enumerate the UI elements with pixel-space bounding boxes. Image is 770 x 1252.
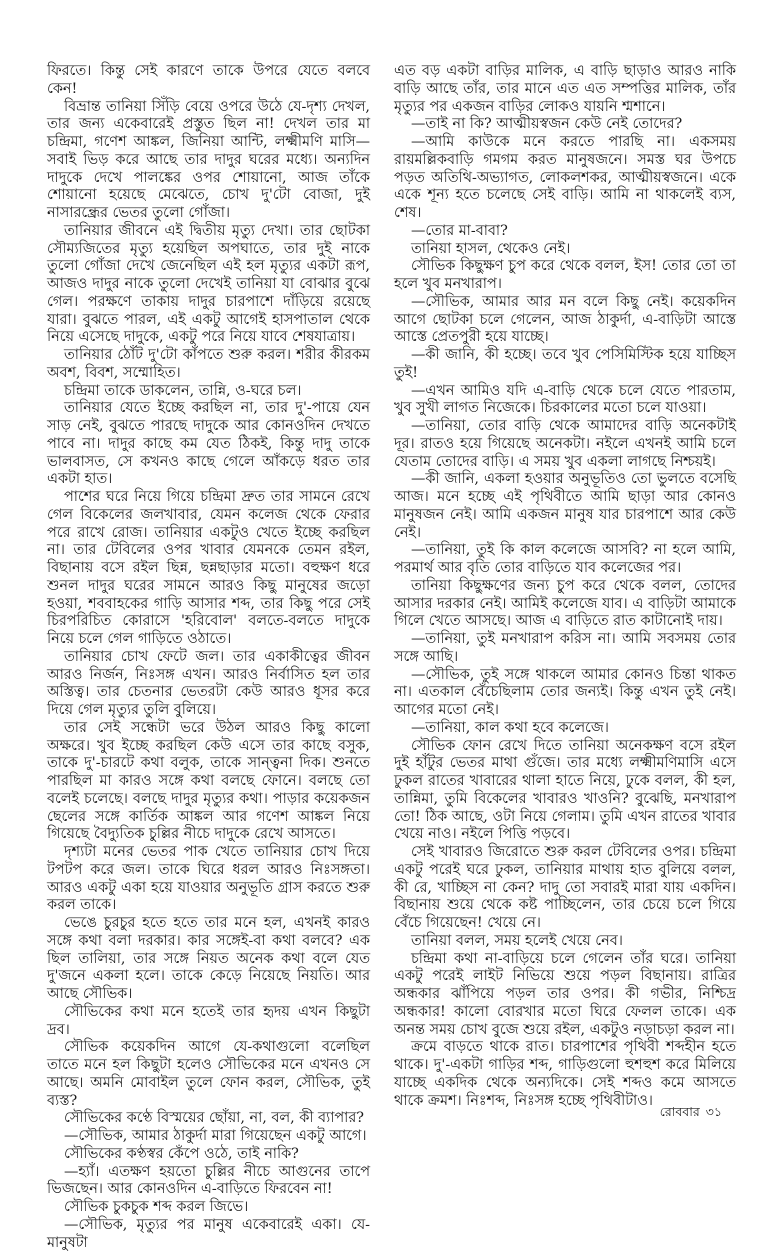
paragraph: চন্দ্রিমা তাকে ডাকলেন, তান্নি, ও-ঘরে চল। (64, 382, 302, 399)
paragraph: ফিরতে। কিন্তু সেই কারণে তাকে উপরে যেতে বলবে কেন! (47, 63, 370, 97)
paragraph: তানিয়া কিছুক্ষণের জন্য চুপ করে থেকে বলল, তোদের আসার দরকার নেই। আমিই কলেজে যাব। এ বাড়িটা আমাকে গিলে খেতে আসছে। আজ এ বাড়িতে রাত কাটানোই দায়। (394, 577, 736, 630)
paragraph: সৌভিক কিছুক্ষণ চুপ করে থেকে বলল, ইস! তোর তো তা হলে খুব মনখারাপ। (394, 258, 736, 292)
dialogue-line: —তোর মা-বাবা? (411, 222, 508, 239)
page-footer (660, 1104, 722, 1120)
paragraph: তানিয়ার ঠোঁট দু'টো কাঁপতে শুরু করল। শরীর কীরকম অবশ, বিবশ, সম্মোহিত। (47, 347, 370, 381)
paragraph: পাশের ঘরে নিয়ে গিয়ে চন্দ্রিমা দ্রুত তার সামনে রেখে গেল বিকেলের জলখাবার, যেমন কলেজ থেকে ফেরার পরে রাখে রোজ। তানিয়ার একটুও খেতে ইচ্ছে করছিল না। তার টেবিলের ওপর খাবার যেমনকে তেমন রইল, বিছানায় বসে রইল ছিন্ন, ছন্নছাড়ার মতো। বহুক্ষণ ধরে শুনল দাদুর ঘরের সামনে আরও কিছু মানুষের জড়ো হওয়া, শববাহকের গাড়ি আসার শব্দ, তার কিছু পরে সেই চিরপরিচিত কোরাসে 'হরিবোল' বলতে-বলতে দাদুকে নিয়ে চলে গেল গাড়িতে ওঠাতে। (47, 489, 370, 647)
dialogue-line: —সৌভিক, আমার ঠাকুর্দা মারা গিয়েছেন একটু আগে। (64, 1128, 367, 1144)
paragraph: তানিয়া হাসল, থেকেও নেই। (411, 240, 571, 257)
paragraph: চন্দ্রিমা কথা না-বাড়িয়ে চলে গেলেন তাঁর ঘরে। তানিয়া একটু পরেই লাইট নিভিয়ে শুয়ে পড়ল বিছানায়। রাত্রির অন্ধকার ঝাঁপিয়ে পড়ল তার ওপর। কী গভীর, নিশ্চিদ্র অন্ধকার! কালো বোরখার মতো ঘিরে ফেলল তাকে। এক অনন্ত সময় চোখ বুজে শুয়ে রইল, একটুও নড়াচড়া করল না। (394, 950, 736, 1038)
paragraph: তানিয়ার চোখ ফেটে জল। তার একাকীত্বের জীবন আরও নির্জন, নিঃসঙ্গ এখন। আরও নির্বাসিত হল তার অস্তিত্ব। তার চেতনার ভেতরটা কেউ আরও ধূসর করে দিয়ে গেল মৃত্যুর তুলি বুলিয়ে। (47, 648, 370, 718)
dialogue-line: —এখন আমিও যদি এ-বাড়ি থেকে চলে যেতে পারতাম, খুব সুখী লাগত নিজেকে। চিরকালের মতো চলে যাওয়া। (394, 382, 736, 417)
paragraph: ভেঙে চুরচুর হতে হতে তার মনে হল, এখনই কারও সঙ্গে কথা বলা দরকার। কার সঙ্গেই-বা কথা বলবে? এক ছিল তালিয়া, তার সঙ্গে নিয়ত অনেক কথা বলে যেত দু'জনে একলা হলে। তাকে কেড়ে নিয়েছে নিয়তি। আর আছে সৌভিক। (47, 915, 370, 1002)
paragraph: তানিয়ার যেতে ইচ্ছে করছিল না, তার দু'-পায়ে যেন সাড় নেই, বুঝতে পারছে দাদুকে আর কোনওদিন দেখতে পাবে না। দাদুর কাছে কম যেত ঠিকই, কিন্তু দাদু তাকে ভালবাসত, সে কখনও কাছে গেলে আঁকড়ে ধরত তার একটা হাত। (47, 400, 370, 488)
page-number: ৩১ (705, 1104, 722, 1119)
dialogue-line: —তানিয়া, তুই কি কাল কলেজে আসবি? না হলে আমি, পরমার্থ আর বৃতি তোর বাড়িতে যাব কলেজের পর। (394, 542, 736, 576)
paragraph: এত বড় একটা বাড়ির মালিক, এ বাড়ি ছাড়াও আরও নাকি বাড়ি আছে তাঁর, তার মানে এত এত সম্পত্তির মালিক, তাঁর মৃত্যুর পর একজন বাড়ির লোকও যায়নি শ্মশানে। (394, 63, 736, 115)
dialogue-line: —কী জানি, কী হচ্ছে। তবে খুব পেসিমিস্টিক হয়ে যাচ্ছিস তুই! (394, 347, 736, 381)
dialogue-line: —সৌভিক, আমার আর মন বলে কিছু নেই। কয়েকদিন আগে ছোটকা চলে গেলেন, আজ ঠাকুর্দা, এ-বাড়িটা আস্তে আস্তে প্রেতপুরী হয়ে যাচ্ছে। (394, 293, 736, 346)
paragraph: সৌভিক ফোন রেখে দিতে তানিয়া অনেকক্ষণ বসে রইল দুই হাঁটুর ভেতর মাথা গুঁজে। তার মধ্যে লক্ষ্মীমণিমাসি এসে ঢুকল রাতের খাবারের থালা হাতে নিয়ে, ঢুকে বলল, কী হল, তান্নিমা, তুমি বিকেলের খাবারও খাওনি? বুঝেছি, মনখারাপ তো! ঠিক আছে, ওটা নিয়ে গেলাম। তুমি এখন রাতের খাবার খেয়ে নাও। নইলে পিত্তি পড়বে। (394, 737, 736, 843)
magazine-name: রোববার (659, 1104, 700, 1119)
right-column (394, 63, 736, 1109)
left-column (47, 63, 370, 1251)
paragraph: তানিয়া বলল, সময় হলেই খেয়ে নেব। (411, 932, 623, 949)
dialogue-line: —হ্যাঁ। এতক্ষণ হয়তো চুল্লির নীচে আগুনের তাপে ভিজছেন। আর কোনওদিন এ-বাড়িতে ফিরবেন না! (47, 1163, 370, 1198)
paragraph: তানিয়ার জীবনে এই দ্বিতীয় মৃত্যু দেখা। তার ছোটকা সৌম্যজিতের মৃত্যু হয়েছিল অপঘাতে, তার দুই নাকে তুলো গোঁজা দেখে জেনেছিল এই হল মৃত্যুর একটা রূপ, আজও দাদুর নাকে তুলো দেখেই তানিয়া যা বোঝার বুঝে গেল। পরক্ষণে তাকায় দাদুর চারপাশে দাঁড়িয়ে রয়েছে যারা। বুঝতে পারল, এই একটু আগেই হাসপাতাল থেকে নিয়ে এসেছে দাদুকে, একটু পরে নিয়ে যাবে শেষযাত্রায়। (47, 222, 370, 346)
dialogue-line: সৌভিকের কণ্ঠে বিস্ময়ের ছোঁয়া, না, বল, কী ব্যাপার? (64, 1110, 364, 1127)
dialogue-line: —সৌভিক, মৃত্যুর পর মানুষ একেবারেই একা। যে-মানুষটা (47, 1216, 370, 1251)
dialogue-line: —তানিয়া, তুই মনখারাপ করিস না। আমি সবসময় তোর সঙ্গে আছি। (394, 631, 736, 665)
paragraph: তার সেই সন্ধেটা ভরে উঠল আরও কিছু কালো অক্ষরে। খুব ইচ্ছে করছিল কেউ এসে তার কাছে বসুক, তাকে দু'-চারটে কথা বলুক, তাকে সান্ত্বনা দিক। শুনতে পারছিল মা কারও সঙ্গে কথা বলছে ফোনে। বলছে তো বলেই চলেছে। বলছে দাদুর মৃত্যুর কথা। পাড়ার কয়েকজন ছেলের সঙ্গে কার্তিক আঙ্কল আর গণেশ আঙ্কল নিয়ে গিয়েছে বৈদ্যুতিক চুল্লির নীচে দাদুকে রেখে আসতে। (47, 719, 370, 843)
paragraph: বিভ্রান্ত তানিয়া সিঁড়ি বেয়ে ওপরে উঠে যে-দৃশ্য দেখল, তার জন্য একেবারেই প্রস্তুত ছিল না! দেখল তার মা চন্দ্রিমা, গণেশ আঙ্কল, জিনিয়া আন্টি, লক্ষ্মীমণি মাসি—সবাই ভিড় করে আছে তার দাদুর ঘরের মধ্যে। অন্যদিন দাদুকে দেখে পালঙ্কের ওপর শোয়ানো, আজ তাঁকে শোয়ানো হয়েছে মেঝেতে, চোখ দু'টো বোজা, দুই নাসারন্ধ্রের ভেতর তুলো গোঁজা। (47, 98, 370, 221)
dialogue-line: —কী জানি, একলা হওয়ার অনুভূতিও তো ভুলতে বসেছি আজ। মনে হচ্ছে এই পৃথিবীতে আমি ছাড়া আর কোনও মানুষজন নেই। আমি একজন মানুষ যার চারপাশে আর কেউ নেই। (394, 471, 736, 541)
paragraph: ক্রমে বাড়তে থাকে রাত। চারপাশের পৃথিবী শব্দহীন হতে থাকে। দু'-একটা গাড়ির শব্দ, গাড়িগুলো হুশহুশ করে মিলিয়ে যাচ্ছে একদিক থেকে অন্যদিকে। সেই শব্দও কমে আসতে থাকে ক্রমশ। নিঃশব্দ, নিঃসঙ্গ হচ্ছে পৃথিবীটাও। (394, 1039, 736, 1109)
dialogue-line: —তাই না কি? আত্মীয়স্বজন কেউ নেই তোদের? (411, 116, 683, 133)
paragraph: সেই খাবারও জিরোতে শুরু করল টেবিলের ওপর। চন্দ্রিমা একটু পরেই ঘরে ঢুকল, তানিয়ার মাথায় হাত বুলিয়ে বলল, কী রে, খাচ্ছিস না কেন? দাদু তো সবারই মারা যায় একদিন। বিছানায় শুয়ে থেকে কষ্ট পাচ্ছিলেন, তার চেয়ে চলে গিয়ে বেঁচে গিয়েছেন! খেয়ে নে। (394, 844, 736, 931)
dialogue-line: —আমি কাউকে মনে করতে পারছি না। একসময় রায়মল্লিকবাড়ি গমগম করত মানুষজনে। সমস্ত ঘর উপচে পড়ত অতিথি-অভ্যাগত, লোকলশকর, আত্মীয়স্বজনে। একে একে শূন্য হতে চলেছে সেই বাড়ি। আমি না থাকলেই ব্যস, শেষ। (394, 134, 736, 221)
paragraph: সৌভিক চুকচুক শব্দ করল জিভে। (64, 1199, 249, 1215)
paragraph: দৃশ্যটা মনের ভেতর পাক খেতে তানিয়ার চোখ দিয়ে টপটপ করে জল। তাকে ঘিরে ধরল আরও নিঃসঙ্গতা। আরও একটু একা হয়ে যাওয়ার অনুভূতি গ্রাস করতে শুরু করল তাকে। (47, 844, 370, 914)
dialogue-line: —তানিয়া, তোর বাড়ি থেকে আমাদের বাড়ি অনেকটাই দূর। রাতও হয়ে গিয়েছে অনেকটা। নইলে এখনই আমি চলে যেতাম তোদের বাড়ি। এ সময় খুব একলা লাগছে নিশ্চয়ই। (394, 418, 736, 470)
dialogue-line: সৌভিকের কণ্ঠস্বর কেঁপে ওঠে, তাই নাকি? (64, 1145, 299, 1162)
dialogue-line: —সৌভিক, তুই সঙ্গে থাকলে আমার কোনও চিন্তা থাকত না। এতকাল বেঁচেছিলাম তোর জন্যই। কিন্তু এখন তুই নেই। আগের মতো নেই। (394, 666, 736, 718)
dialogue-line: —তানিয়া, কাল কথা হবে কলেজে। (411, 719, 609, 736)
paragraph: সৌভিক কয়েকদিন আগে যে-কথাগুলো বলেছিল তাতে মনে হল কিছুটা হলেও সৌভিকের মনে এখনও সে আছে। অমনি মোবাইল তুলে ফোন করল, সৌভিক, তুই ব্যস্ত? (47, 1039, 370, 1109)
paragraph: সৌভিকের কথা মনে হতেই তার হৃদয় এখন কিছুটা দ্রব। (47, 1003, 370, 1038)
